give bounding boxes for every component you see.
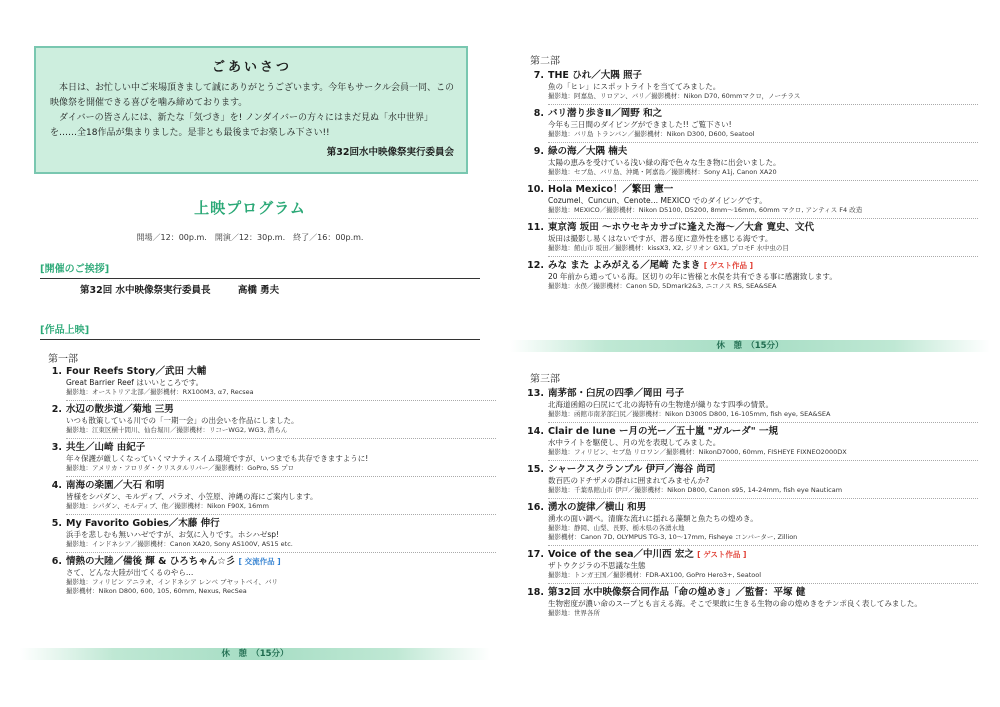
item-info: 撮影機材：Canon 7D, OLYMPUS TG-3, 10～17mm, Fisheye コンバーター, Zillion — [548, 533, 798, 541]
divider — [548, 218, 978, 219]
divider — [548, 422, 978, 423]
program-item: 1. Four Reefs Story／武田 大輔 Great Barrier Reef はいいところです。 撮影地：オーストリア北部／撮影機材：RX100M3, α7, Recsea — [44, 366, 494, 401]
item-info: 撮影地：アメリカ・フロリダ・クリスタルリバー／撮影機材：GoPro, S5 プロ — [66, 464, 295, 472]
greeting-paragraph-2: ダイバーの皆さんには、新たな「気づき」を! ノンダイバーの方々にはまだ見ぬ「水中世界」を……全18作品が集まりました。是非とも最後までお楽しみ下さい!! — [50, 113, 434, 138]
item-description: 太陽の恵みを受けている浅い緑の海で色々な生き物に出会いました。 — [548, 158, 781, 167]
item-info: 撮影地：館山市 坂田／撮影機材：kissX3, X2, ジリオン GX1, プロモF 水中虫の目 — [548, 244, 789, 252]
item-info: 撮影地：シパダン、モルディブ、他／撮影機材：Nikon F90X, 16mm — [66, 502, 269, 510]
divider — [548, 498, 978, 499]
item-info: 撮影地：インドネシア／撮影機材：Canon XA20, Sony AS100V, AS15 etc. — [66, 540, 293, 548]
program-item: 13. 南茅部・臼尻の四季／岡田 弓子 北海道函館の臼尻にて北の海特有の生物達が織りなす四季の情景。 撮影地：函館市南茅部臼尻／撮影機材：Nikon D300S D800, 16-105mm, fish eye, SEA&SEA — [526, 388, 996, 423]
item-title: 東京湾 坂田 ～ホウセキカサゴに逢えた海～／大倉 寛史、文代 — [548, 222, 815, 233]
item-description: Great Barrier Reef はいいところです。 — [66, 378, 204, 387]
part2-program-list — [526, 70, 996, 291]
divider — [548, 142, 978, 143]
program-item: 2. 水辺の散歩道／菊地 三男 いつも散策している川での「一期一会」の出会いを作品にしました。 撮影地：江東区横十間川、仙台堀川／撮影機材：リコーWG2, WG3, 潜らん — [44, 404, 494, 439]
break-bar-2: 休 憩 （15分） — [510, 340, 990, 352]
item-info: 撮影地：トンガ王国／撮影機材：FDR-AX100, GoPro Hero3+, Seatool — [548, 571, 762, 579]
item-title: 第32回 水中映像祭合同作品「命の煌めき」／監督：平塚 健 — [548, 587, 806, 598]
part1-program-list — [44, 366, 494, 596]
greeting-box — [34, 46, 468, 174]
divider — [548, 545, 978, 546]
item-title: 情熱の大陸／備後 輝 & ひろちゃん☆彡 — [66, 556, 236, 567]
item-title: 水辺の散歩道／菊地 三男 — [66, 404, 174, 415]
item-description: 数百匹のドチザメの群れに囲まれてみませんか? — [548, 476, 710, 485]
item-description: いつも散策している川での「一期一会」の出会いを作品にしました。 — [66, 416, 299, 425]
program-item: 18. 第32回 水中映像祭合同作品「命の煌めき」／監督：平塚 健 生物密度が濃い命のスープとも言える海。そこで果敢に生きる生物の命の煌めきをテンポ良く表してみました。 撮影地：世界各所 — [526, 587, 996, 618]
item-info: 撮影機材：Nikon D800, 600, 105, 60mm, Nexus, RecSea — [66, 587, 247, 595]
item-info: 撮影地：阿嘉島、リロアン、バリ／撮影機材：Nikon D70, 60mmマクロ，ノーチラス — [548, 92, 801, 100]
item-description: 水中ライトを駆使し、月の光を表現してみました。 — [548, 438, 721, 447]
program-item: 17. Voice of the sea／中川西 宏之 [ ゲスト作品 ] ザトウクジラの不思議な生態 撮影地：トンガ王国／撮影機材：FDR-AX100, GoPro Hero3+, Seatool — [526, 549, 996, 584]
program-item: 8. バリ潜り歩きⅡ／岡野 和之 今年も三日間のダイビングができました!! ご覧下さい! 撮影地：バリ島 トランバン／撮影機材：Nikon D300, D600, Seatool — [526, 108, 996, 143]
part1-label: 第一部 — [48, 354, 78, 365]
program-item: 10. Hola Mexico！／繁田 憲一 Cozumel、Cuncun、Cenote… MEXICO でのダイビングです。 撮影地：MEXICO／撮影機材：Nikon D5100, D5200, 8mm～16mm, 60mm マクロ, アンティス F4 改造 — [526, 184, 996, 219]
item-title: 南海の楽園／大石 和明 — [66, 480, 165, 491]
divider — [66, 476, 496, 477]
divider — [548, 180, 978, 181]
divider — [66, 514, 496, 515]
item-title: 緑の海／大隅 楠夫 — [548, 146, 628, 157]
item-description: Cozumel、Cuncun、Cenote… MEXICO でのダイビングです。 — [548, 196, 767, 205]
program-item: 6. 情熱の大陸／備後 輝 & ひろちゃん☆彡 [ 交流作品 ] さて、どんな大陸が出てくるのやら… 撮影地：フィリピン アニラオ、インドネシア レンベ ブヤットベイ、バリ 撮影機材：Nikon D800, 600, 105, 60mm, Nexus, RecSea — [44, 556, 494, 596]
item-info: 撮影地：セブ島、バリ島、沖縄・阿嘉島／撮影機材：Sony A1j, Canon XA20 — [548, 168, 777, 176]
program-times: 開場／12：00p.m. 開演／12：30p.m. 終了／16：00p.m. — [136, 233, 364, 242]
item-title: Hola Mexico！／繁田 憲一 — [548, 184, 674, 195]
opening-heading: [開催のご挨拶] — [40, 260, 480, 279]
program-item: 4. 南海の楽園／大石 和明 皆様をシパダン、モルディブ、パラオ、小笠原、沖縄の海にご案内します。 撮影地：シパダン、モルディブ、他／撮影機材：Nikon F90X, 16mm — [44, 480, 494, 515]
opening-speaker — [80, 282, 303, 296]
divider — [548, 256, 978, 257]
divider — [548, 460, 978, 461]
item-title: Four Reefs Story／武田 大輔 — [66, 366, 207, 377]
item-info: 撮影地：フィリピン、セブ島 リロワン／撮影機材：NikonD7000, 60mm, FISHEYE FIXNEO2000DX — [548, 448, 847, 456]
program-item: 16. 湧水の旋律／横山 和男 湧水の面い調べ。清廉な流れに揺れる藻類と魚たちの煌めき。 撮影地：静岡、山梨、長野、栃木県の各湧水地 撮影機材：Canon 7D, OLYMPUS TG-3, 10～17mm, Fisheye コンバーター, Zillion — [526, 502, 996, 546]
greeting-title: ごあいさつ — [211, 60, 292, 75]
program-item: 14. Clair de lune ー月の光ー／五十嵐 "ガルーダ" 一規 水中ライトを駆使し、月の光を表現してみました。 撮影地：フィリピン、セブ島 リロワン／撮影機材：NikonD7000, 60mm, FISHEYE FIXNEO2000DX — [526, 426, 996, 461]
divider — [548, 583, 978, 584]
divider — [548, 104, 978, 105]
item-title: 共生／山崎 由紀子 — [66, 442, 146, 453]
guest-work-tag: [ ゲスト作品 ] — [697, 550, 747, 559]
item-title: My Favorito Gobies／木藤 伸行 — [66, 518, 220, 529]
item-title: シャークスクランブル 伊戸／海谷 尚司 — [548, 464, 716, 475]
part2-label: 第二部 — [530, 56, 560, 67]
item-info: 撮影地：フィリピン アニラオ、インドネシア レンベ ブヤットベイ、バリ — [66, 578, 278, 586]
item-title: バリ潜り歩きⅡ／岡野 和之 — [548, 108, 663, 119]
item-title: 南茅部・臼尻の四季／岡田 弓子 — [548, 388, 685, 399]
item-title: みな また よみがえる／尾崎 たまき — [548, 260, 701, 271]
program-item: 3. 共生／山崎 由紀子 年々保護が厳しくなっていくマナティスイム環境ですが、いつまでも共存できますように! 撮影地：アメリカ・フロリダ・クリスタルリバー／撮影機材：GoPro, S5 プロ — [44, 442, 494, 477]
item-title: THE ひれ／大隅 照子 — [548, 70, 643, 81]
item-info: 撮影地：世界各所 — [548, 609, 600, 617]
item-title: Voice of the sea／中川西 宏之 — [548, 549, 694, 560]
item-description: 浜手を悲しむも無いハゼですが、お気に入りです。ホシハゼsp! — [66, 530, 280, 539]
program-item: 11. 東京湾 坂田 ～ホウセキカサゴに逢えた海～／大倉 寛史、文代 坂田は撮影し易くはないですが、潜る度に意外性を感じる海です。 撮影地：館山市 坂田／撮影機材：kissX3, X2, ジリオン GX1, プロモF 水中虫の目 — [526, 222, 996, 257]
item-info: 撮影地：オーストリア北部／撮影機材：RX100M3, α7, Recsea — [66, 388, 254, 396]
item-description: 北海道函館の臼尻にて北の海特有の生物達が織りなす四季の情景。 — [548, 400, 773, 409]
item-description: 湧水の面い調べ。清廉な流れに揺れる藻類と魚たちの煌めき。 — [548, 514, 758, 523]
item-description: 今年も三日間のダイビングができました!! ご覧下さい! — [548, 120, 732, 129]
item-title: 湧水の旋律／横山 和男 — [548, 502, 647, 513]
guest-work-tag: [ ゲスト作品 ] — [703, 261, 754, 270]
part3-program-list — [526, 388, 996, 618]
screening-heading: [作品上映] — [40, 321, 480, 340]
program-title: 上映プログラム — [194, 199, 306, 217]
program-item: 15. シャークスクランブル 伊戸／海谷 尚司 数百匹のドチザメの群れに囲まれてみませんか? 撮影地：千葉県館山市 伊戸／撮影機材：Nikon D800, Canon s95, 14-24mm, fish eye Nauticam — [526, 464, 996, 499]
right-page — [500, 0, 1000, 707]
item-description: 魚の「ヒレ」にスポットライトを当ててみました。 — [548, 82, 721, 91]
opening-name: 高橋 勇夫 — [237, 285, 280, 296]
item-info: 撮影地：江東区横十間川、仙台堀川／撮影機材：リコーWG2, WG3, 潜らん — [66, 426, 288, 434]
divider — [66, 552, 496, 553]
item-info: 撮影地：函館市南茅部臼尻／撮影機材：Nikon D300S D800, 16-105mm, fish eye, SEA&SEA — [548, 410, 831, 418]
item-description: さて、どんな大陸が出てくるのやら… — [66, 568, 194, 577]
greeting-signature: 第32回水中映像祭実行委員会 — [326, 147, 454, 158]
item-info: 撮影地：バリ島 トランバン／撮影機材：Nikon D300, D600, Seatool — [548, 130, 755, 138]
item-description: 20 年前から通っている海。区切りの年に皆様と水俣を共有できる事に感謝致します。 — [548, 272, 837, 281]
part3-label: 第三部 — [530, 374, 560, 385]
item-description: 皆様をシパダン、モルディブ、パラオ、小笠原、沖縄の海にご案内します。 — [66, 492, 318, 501]
item-description: 年々保護が厳しくなっていくマナティスイム環境ですが、いつまでも共存できますように! — [66, 454, 369, 463]
program-item: 7. THE ひれ／大隅 照子 魚の「ヒレ」にスポットライトを当ててみました。 撮影地：阿嘉島、リロアン、バリ／撮影機材：Nikon D70, 60mmマクロ，ノーチラス — [526, 70, 996, 105]
break-bar-1: 休 憩 （15分） — [20, 648, 490, 660]
program-item: 12. みな また よみがえる／尾崎 たまき [ ゲスト作品 ] 20 年前から通っている海。区切りの年に皆様と水俣を共有できる事に感謝致します。 撮影地：水俣／撮影機材：Canon 5D, 5Dmark2&3, ニコノス RS, SEA&SEA — [526, 260, 996, 291]
item-info: 撮影地：千葉県館山市 伊戸／撮影機材：Nikon D800, Canon s95, 14-24mm, fish eye Nauticam — [548, 486, 843, 494]
greeting-paragraph-1: 本日は、お忙しい中ご来場頂きまして誠にありがとうございます。今年もサークル会員一同、この映像祭を開催できる喜びを噛み締めております。 — [50, 83, 455, 108]
exchange-work-tag: [ 交流作品 ] — [238, 557, 281, 566]
program-item: 9. 緑の海／大隅 楠夫 太陽の恵みを受けている浅い緑の海で色々な生き物に出会いました。 撮影地：セブ島、バリ島、沖縄・阿嘉島／撮影機材：Sony A1j, Canon XA20 — [526, 146, 996, 181]
program-item: 5. My Favorito Gobies／木藤 伸行 浜手を悲しむも無いハゼですが、お気に入りです。ホシハゼsp! 撮影地：インドネシア／撮影機材：Canon XA20, Sony AS100V, AS15 etc. — [44, 518, 494, 553]
item-description: 坂田は撮影し易くはないですが、潜る度に意外性を感じる海です。 — [548, 234, 773, 243]
item-info: 撮影地：MEXICO／撮影機材：Nikon D5100, D5200, 8mm～16mm, 60mm マクロ, アンティス F4 改造 — [548, 206, 863, 214]
divider — [66, 400, 496, 401]
item-info: 撮影地：水俣／撮影機材：Canon 5D, 5Dmark2&3, ニコノス RS, SEA&SEA — [548, 282, 777, 290]
item-description: ザトウクジラの不思議な生態 — [548, 561, 646, 570]
divider — [66, 438, 496, 439]
item-title: Clair de lune ー月の光ー／五十嵐 "ガルーダ" 一規 — [548, 426, 778, 437]
opening-role: 第32回 水中映像祭実行委員長 — [80, 285, 211, 296]
item-info: 撮影地：静岡、山梨、長野、栃木県の各湧水地 — [548, 524, 685, 532]
item-description: 生物密度が濃い命のスープとも言える海。そこで果敢に生きる生物の命の煌めきをテンポ良く表してみました。 — [548, 599, 922, 608]
